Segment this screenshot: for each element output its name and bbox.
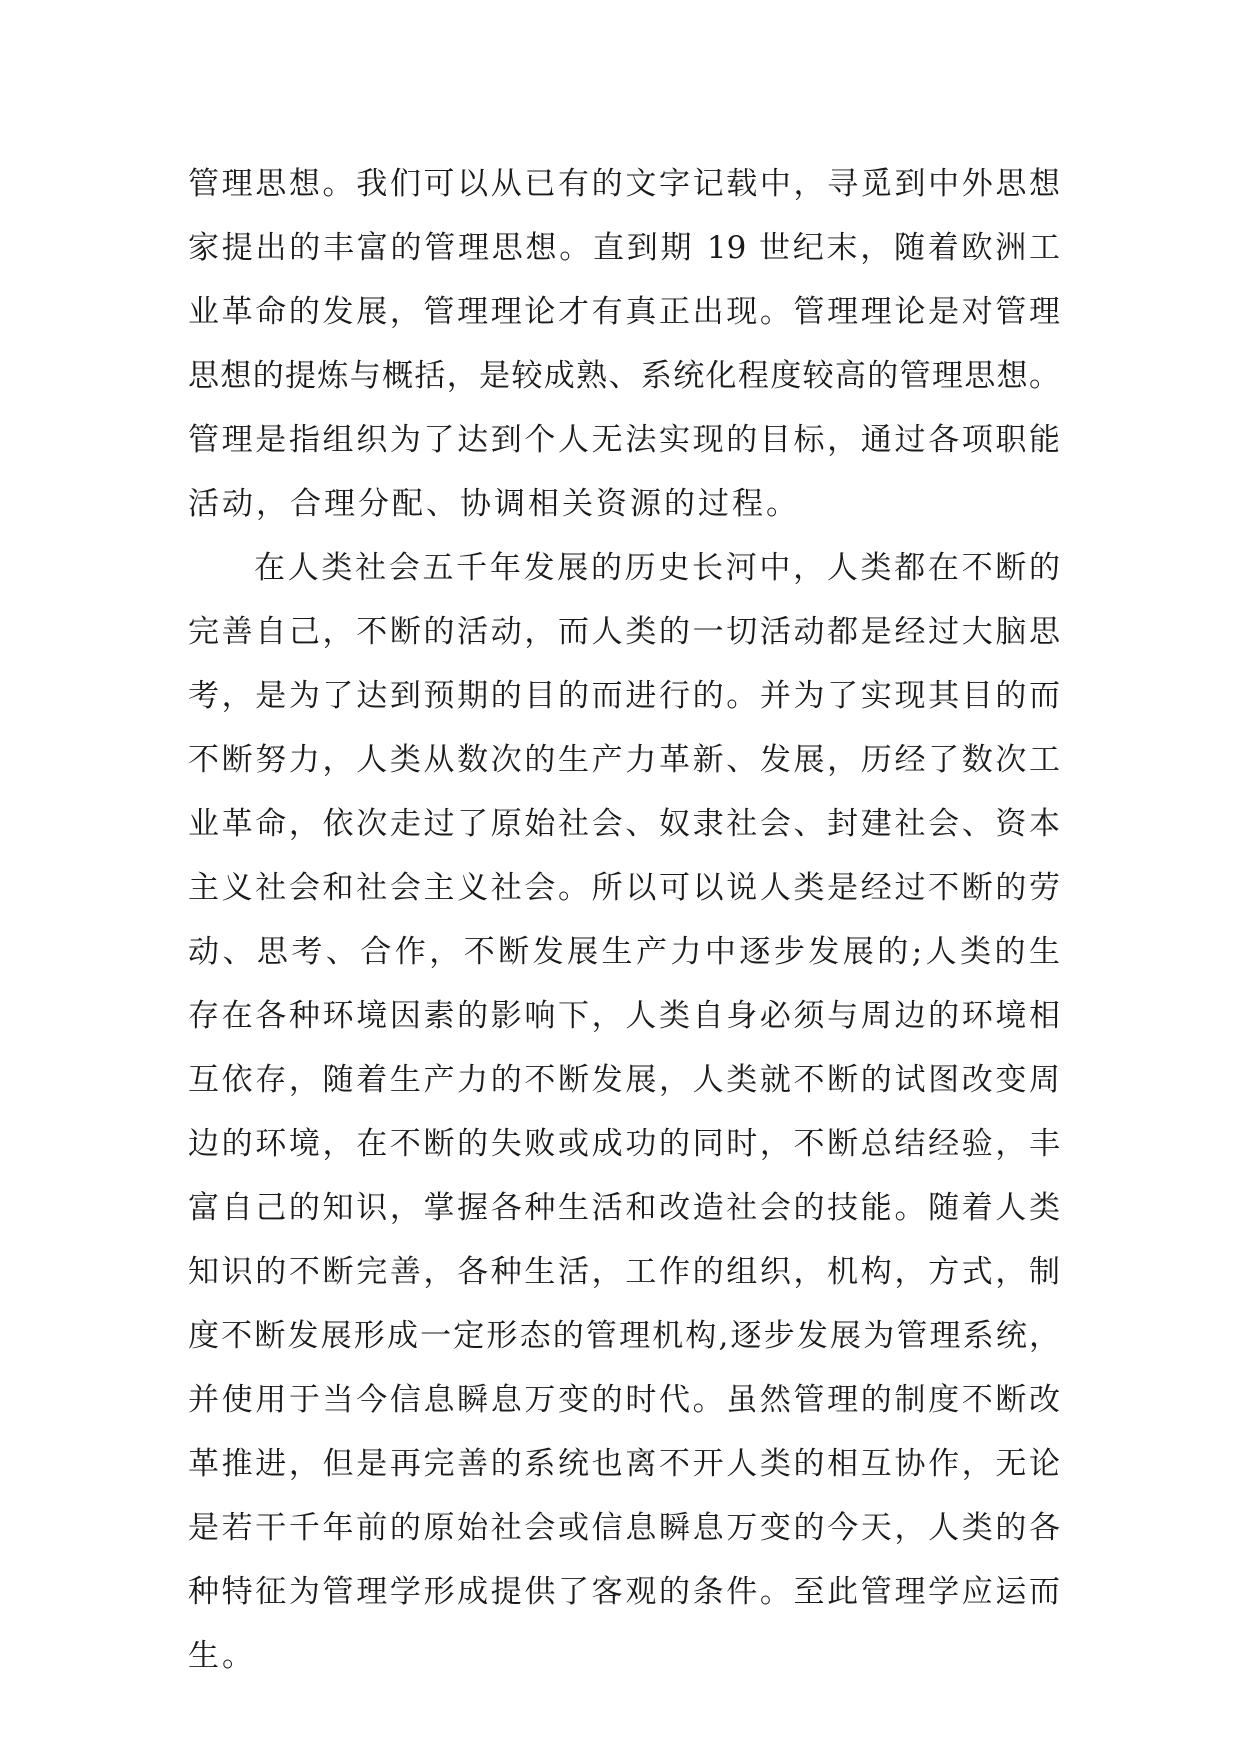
text-line: 存在各种环境因素的影响下，人类自身必须与周边的环境相 [188,998,1060,1034]
text-line: 种特征为管理学形成提供了客观的条件。至此管理学应运而 [188,1574,1060,1610]
text-line: 知识的不断完善，各种生活，工作的组织，机构，方式，制 [188,1254,1060,1290]
text-line: 家提出的丰富的管理思想。直到期 19 世纪末，随着欧洲工 [188,230,1060,266]
text-line: 活动，合理分配、协调相关资源的过程。 [188,486,800,522]
text-line: 度不断发展形成一定形态的管理机构,逐步发展为管理系统， [188,1318,1060,1354]
text-line: 考，是为了达到预期的目的而进行的。并为了实现其目的而 [188,678,1060,714]
text-line: 革推进，但是再完善的系统也离不开人类的相互协作，无论 [188,1446,1060,1482]
text-line: 动、思考、合作，不断发展生产力中逐步发展的;人类的生 [188,934,1060,970]
text-line: 互依存，随着生产力的不断发展，人类就不断的试图改变周 [188,1062,1060,1098]
text-line: 完善自己，不断的活动，而人类的一切活动都是经过大脑思 [188,614,1060,650]
text-line: 业革命，依次走过了原始社会、奴隶社会、封建社会、资本 [188,806,1060,842]
document-body [188,152,1060,1688]
paragraph-1 [188,152,1060,536]
text-line: 业革命的发展，管理理论才有真正出现。管理理论是对管理 [188,294,1060,330]
text-line: 并使用于当今信息瞬息万变的时代。虽然管理的制度不断改 [188,1382,1060,1418]
text-line: 边的环境，在不断的失败或成功的同时，不断总结经验，丰 [188,1126,1060,1162]
text-line: 思想的提炼与概括，是较成熟、系统化程度较高的管理思想。 [188,358,1060,394]
text-line: 生。 [188,1638,256,1674]
text-line: 主义社会和社会主义社会。所以可以说人类是经过不断的劳 [188,870,1060,906]
paragraph-2 [188,536,1060,1688]
text-line: 管理思想。我们可以从已有的文字记载中，寻觅到中外思想 [188,166,1060,202]
text-line: 是若干千年前的原始社会或信息瞬息万变的今天，人类的各 [188,1510,1060,1546]
text-line: 富自己的知识，掌握各种生活和改造社会的技能。随着人类 [188,1190,1060,1226]
text-line: 在人类社会五千年发展的历史长河中，人类都在不断的 [254,550,1060,586]
text-line: 管理是指组织为了达到个人无法实现的目标，通过各项职能 [188,422,1060,458]
text-line: 不断努力，人类从数次的生产力革新、发展，历经了数次工 [188,742,1060,778]
